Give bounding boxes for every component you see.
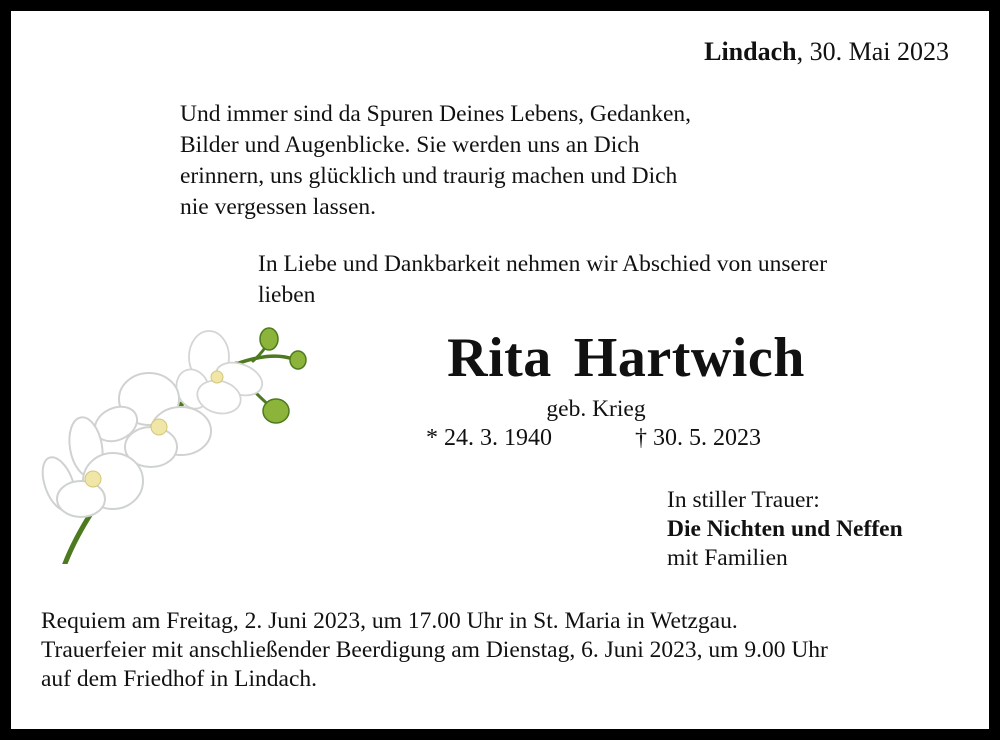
mourners-block [667,486,903,573]
service-line: Requiem am Freitag, 2. Juni 2023, um 17.00 Uhr in St. Maria in Wetzgau. [41,608,738,634]
dateline-place: Lindach [704,37,797,66]
farewell-intro [258,249,968,311]
poem-line: Bilder und Augenblicke. Sie werden uns an Dich [180,132,640,158]
obituary-card [11,11,989,729]
intro-line: lieben [258,282,316,308]
birth-name: geb. Krieg [546,396,646,422]
intro-line: In Liebe und Dankbarkeit nehmen wir Abschied von unserer [258,251,828,277]
dateline-date: , 30. Mai 2023 [796,37,949,66]
memorial-poem [180,99,830,223]
birth-date: * 24. 3. 1940 [426,425,552,451]
orchid-icon [31,319,321,564]
mourners-with: mit Familien [667,545,788,571]
dateline [704,37,949,67]
mourners-intro: In stiller Trauer: [667,487,820,513]
deceased-name [371,326,881,390]
service-line: Trauerfeier mit anschließender Beerdigung am Dienstag, 6. Juni 2023, um 9.00 Uhr [41,637,828,663]
mourners-names: Die Nichten und Neffen [667,516,903,542]
poem-line: erinnern, uns glücklich und traurig machen und Dich [180,163,678,189]
service-info [41,607,971,694]
poem-line: nie vergessen lassen. [180,194,376,220]
deceased-last-name: Hartwich [573,327,805,389]
poem-line: Und immer sind da Spuren Deines Lebens, Gedanken, [180,101,691,127]
service-line: auf dem Friedhof in Lindach. [41,666,318,692]
deceased-first-name: Rita [447,327,552,389]
death-date: † 30. 5. 2023 [635,425,761,451]
